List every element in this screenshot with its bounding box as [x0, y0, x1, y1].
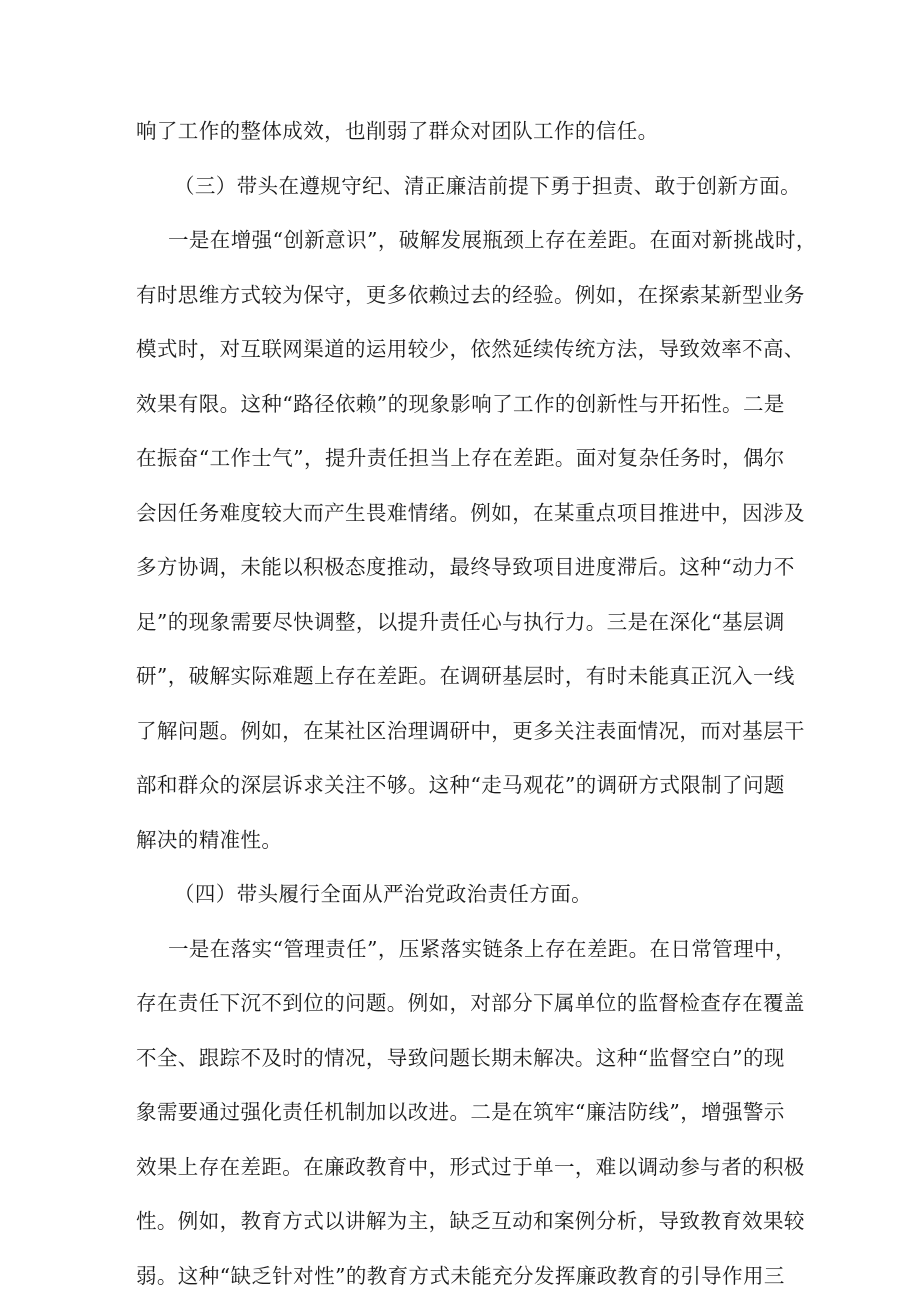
- text-line: 象需要通过强化责任机制加以改进。二是在筑牢“廉洁防线”，增强警示: [136, 1092, 776, 1147]
- text-line: 多方协调，未能以积极态度推动，最终导致项目进度滞后。这种“动力不: [136, 547, 776, 602]
- text-line: 一是在增强“创新意识”，破解发展瓶颈上存在差距。在面对新挑战时，: [136, 220, 776, 275]
- text-line: 不全、跟踪不及时的情况，导致问题长期未解决。这种“监督空白”的现: [136, 1038, 776, 1093]
- text-line: 了解问题。例如，在某社区治理调研中，更多关注表面情况，而对基层干: [136, 711, 776, 766]
- section-heading-3: （三）带头在遵规守纪、清正廉洁前提下勇于担责、敢于创新方面。: [136, 166, 776, 221]
- text-line: 弱。这种“缺乏针对性”的教育方式未能充分发挥廉政教育的引导作用三: [136, 1256, 776, 1310]
- text-line: 响了工作的整体成效，也削弱了群众对团队工作的信任。: [136, 111, 776, 166]
- text-line: 会因任务难度较大而产生畏难情绪。例如，在某重点项目推进中，因涉及: [136, 493, 776, 548]
- section-heading-4: （四）带头履行全面从严治党政治责任方面。: [136, 874, 776, 929]
- text-line: 研”，破解实际难题上存在差距。在调研基层时，有时未能真正沉入一线: [136, 656, 776, 711]
- text-line: 模式时，对互联网渠道的运用较少，依然延续传统方法，导致效率不高、: [136, 329, 776, 384]
- text-line: 部和群众的深层诉求关注不够。这种“走马观花”的调研方式限制了问题: [136, 765, 776, 820]
- text-line: 足”的现象需要尽快调整，以提升责任心与执行力。三是在深化“基层调: [136, 602, 776, 657]
- document-body: [136, 111, 776, 1310]
- text-line: 解决的精准性。: [136, 820, 776, 875]
- text-line: 有时思维方式较为保守，更多依赖过去的经验。例如，在探索某新型业务: [136, 275, 776, 330]
- text-line: 效果有限。这种“路径依赖”的现象影响了工作的创新性与开拓性。二是: [136, 384, 776, 439]
- text-line: 性。例如，教育方式以讲解为主，缺乏互动和案例分析，导致教育效果较: [136, 1201, 776, 1256]
- text-line: 在振奋“工作士气”，提升责任担当上存在差距。面对复杂任务时，偶尔: [136, 438, 776, 493]
- text-line: 存在责任下沉不到位的问题。例如，对部分下属单位的监督检查存在覆盖: [136, 983, 776, 1038]
- text-line: 一是在落实“管理责任”，压紧落实链条上存在差距。在日常管理中，: [136, 929, 776, 984]
- text-line: 效果上存在差距。在廉政教育中，形式过于单一，难以调动参与者的积极: [136, 1147, 776, 1202]
